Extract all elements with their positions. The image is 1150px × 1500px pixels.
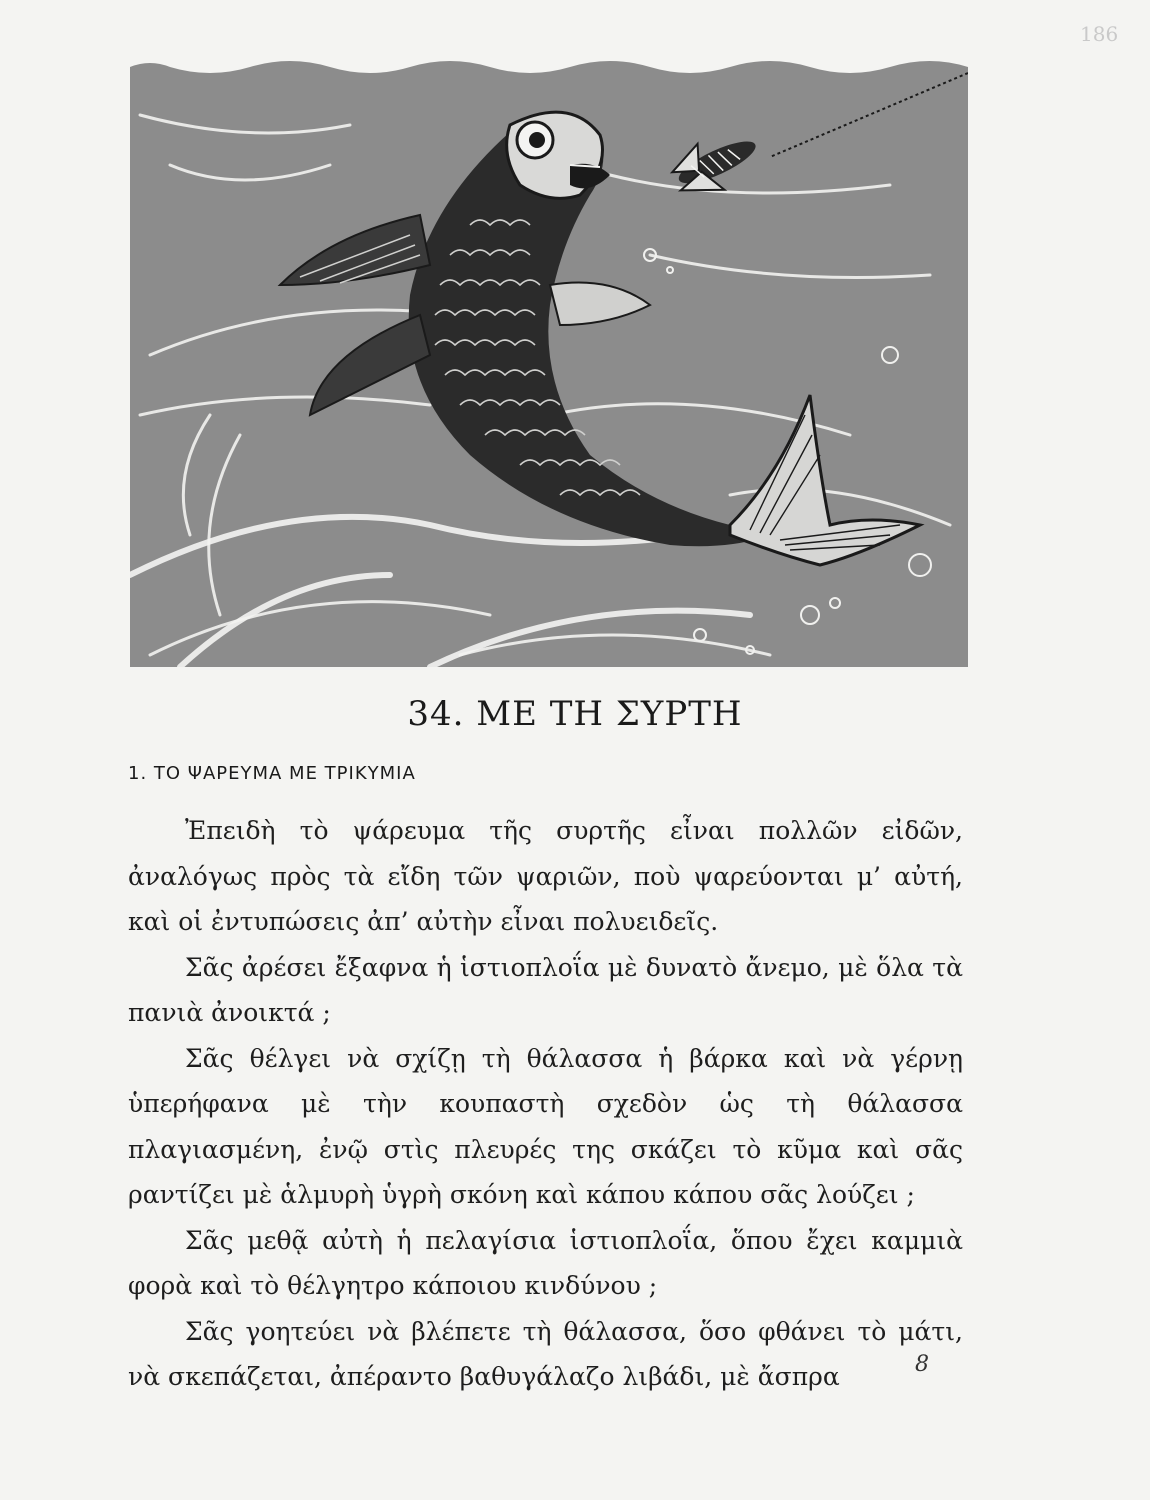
corner-page-mark: 186 [1080, 22, 1119, 46]
page-number: 8 [915, 1352, 929, 1377]
paragraph: Σᾶς θέλγει νὰ σχίζῃ τὴ θάλασσα ἡ βάρκα καὶ νὰ γέρνῃ ὑπερήφανα μὲ τὴν κουπαστὴ σχεδὸν ὡς τὴ θάλασσα πλαγιασμένη, ἐνῷ στὶς πλευρές της σκάζει τὸ κῦμα καὶ σᾶς ραντίζει μὲ ἁλμυρὴ ὑγρὴ σκόνη καὶ κάπου κάπου σᾶς λούζει ; [128, 1043, 963, 1209]
body-text [128, 808, 963, 1400]
paragraph: Σᾶς μεθᾷ αὐτὴ ἡ πελαγίσια ἱστιοπλοΐα, ὅπου ἔχει καμμιὰ φορὰ καὶ τὸ θέλγητρο κάποιου κινδύνου ; [128, 1225, 963, 1300]
paragraph: Σᾶς γοητεύει νὰ βλέπετε τὴ θάλασσα, ὅσο φθάνει τὸ μάτι, νὰ σκεπάζεται, ἀπέραντο βαθυγάλαζο λιβάδι, μὲ ἄσπρα [128, 1316, 963, 1391]
fish-illustration [130, 55, 968, 667]
fish-leaping-picture [130, 55, 968, 667]
paragraph: Ἐπειδὴ τὸ ψάρευμα τῆς συρτῆς εἶναι πολλῶν εἰδῶν, ἀναλόγως πρὸς τὰ εἴδη τῶν ψαριῶν, ποὺ ψαρεύονται μ’ αὐτή, καὶ οἱ ἐντυπώσεις ἀπ’ αὐτὴν εἶναι πολυειδεῖς. [128, 816, 963, 936]
section-title: 1. ΤΟ ΨΑΡΕΥΜΑ ΜΕ ΤΡΙΚΥΜΙΑ [128, 763, 416, 784]
paragraph: Σᾶς ἀρέσει ἔξαφνα ἡ ἱστιοπλοΐα μὲ δυνατὸ ἄνεμο, μὲ ὅλα τὰ πανιὰ ἀνοικτά ; [128, 952, 963, 1027]
chapter-title: 34. ΜΕ ΤΗ ΣΥΡΤΗ [407, 694, 743, 734]
